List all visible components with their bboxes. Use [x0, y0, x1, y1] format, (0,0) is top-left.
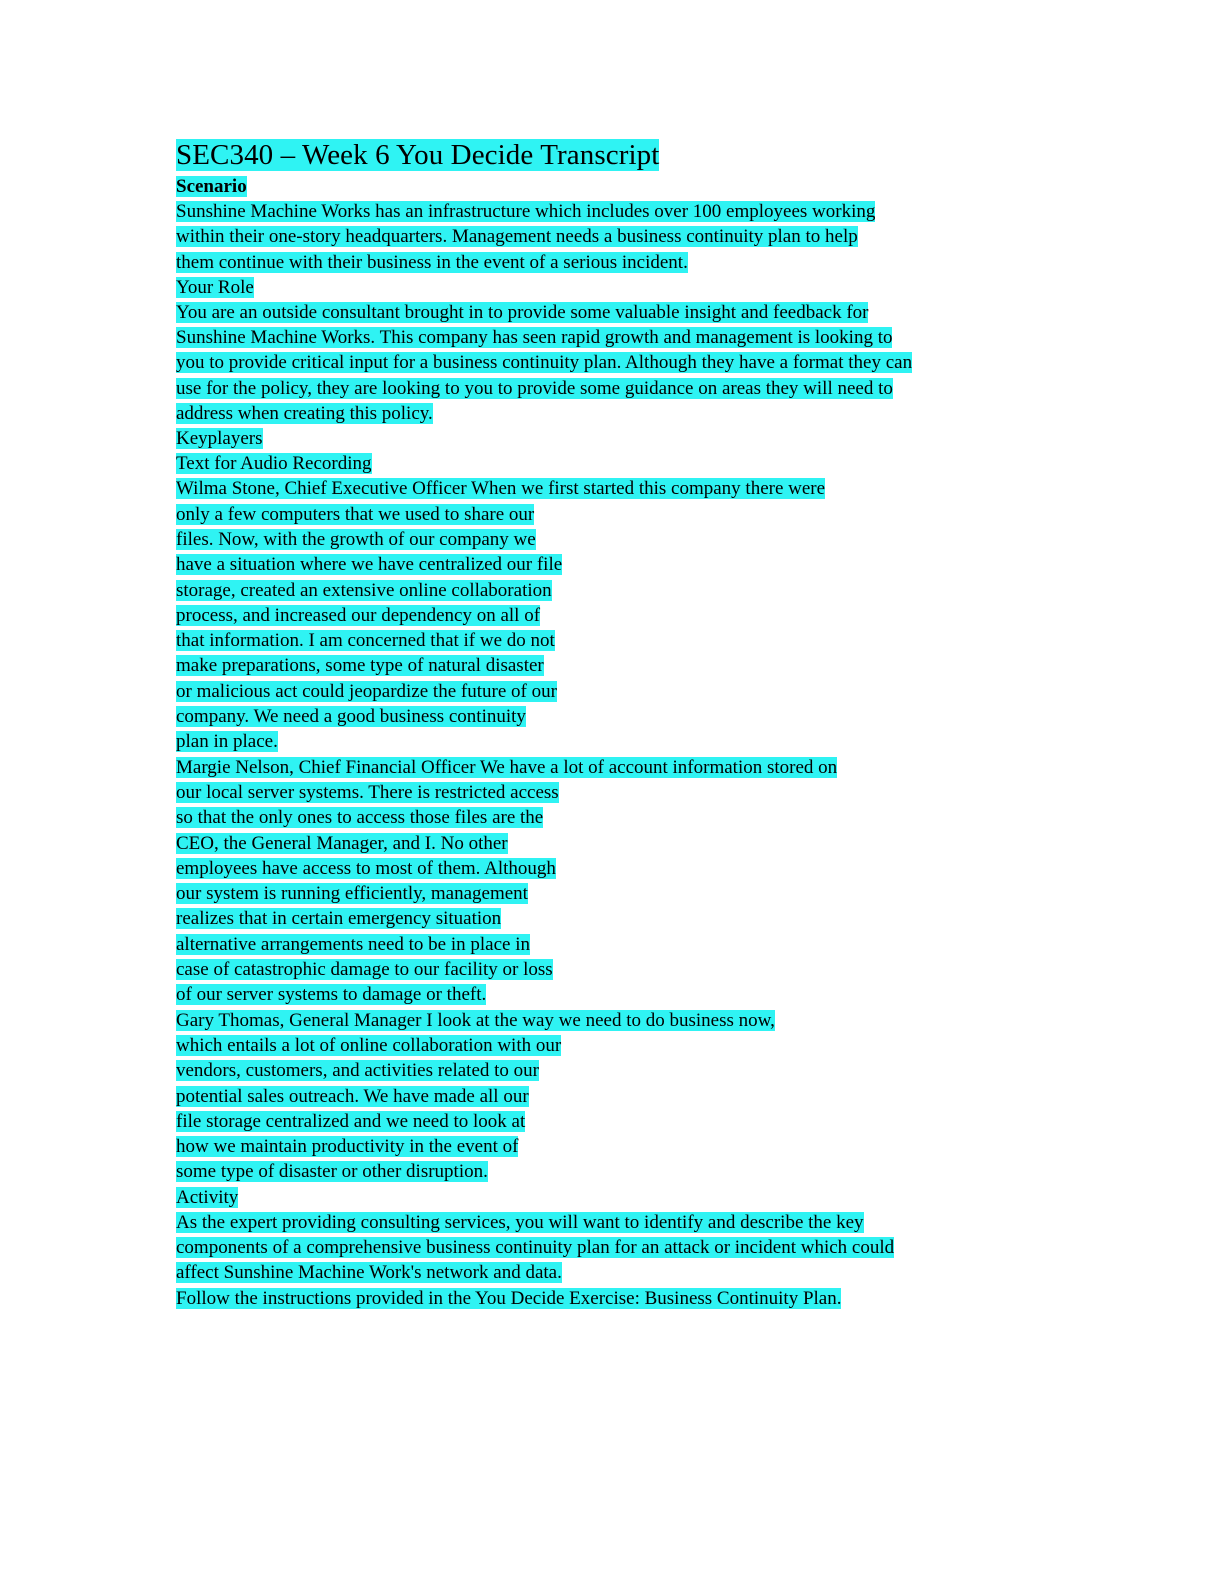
margie-line-4: CEO, the General Manager, and I. No other [176, 832, 508, 854]
page-title [176, 138, 1036, 172]
wilma-line-7: that information. I am concerned that if we do not [176, 630, 555, 652]
gary-line-3: vendors, customers, and activities related to our [176, 1060, 540, 1082]
paragraph-activity [176, 1210, 1036, 1311]
heading-keyplayers-text: Keyplayers [176, 428, 263, 450]
gary-line-4: potential sales outreach. We have made all our [176, 1085, 529, 1107]
heading-activity-text: Activity [176, 1186, 239, 1208]
activity-line-1: As the expert providing consulting services, you will want to identify and describe the key [176, 1211, 864, 1233]
wilma-line-6: process, and increased our dependency on all of [176, 604, 541, 626]
speaker-block-margie-nelson [176, 755, 1036, 1008]
wilma-line-10: company. We need a good business continuity [176, 706, 526, 728]
wilma-line-5: storage, created an extensive online collaboration [176, 579, 552, 601]
margie-line-6: our system is running efficiently, management [176, 883, 528, 905]
your-role-line-3: you to provide critical input for a business continuity plan. Although they have a format they can [176, 352, 913, 374]
speaker-block-gary-thomas [176, 1008, 1036, 1185]
wilma-line-3: files. Now, with the growth of our company we [176, 528, 536, 550]
margie-line-7: realizes that in certain emergency situation [176, 908, 502, 930]
scenario-line-3: them continue with their business in the event of a serious incident. [176, 251, 688, 273]
wilma-line-1: Wilma Stone, Chief Executive Officer When we first started this company there were [176, 478, 826, 500]
document-body [176, 138, 1036, 1311]
margie-line-3: so that the only ones to access those files are the [176, 807, 544, 829]
gary-line-2: which entails a lot of online collaboration with our [176, 1034, 562, 1056]
heading-audio-text: Text for Audio Recording [176, 453, 372, 475]
heading-activity [176, 1185, 1036, 1210]
your-role-line-5: address when creating this policy. [176, 403, 433, 425]
margie-line-2: our local server systems. There is restricted access [176, 781, 559, 803]
your-role-line-1: You are an outside consultant brought in to provide some valuable insight and feedback for [176, 301, 869, 323]
margie-line-8: alternative arrangements need to be in place in [176, 933, 530, 955]
wilma-line-2: only a few computers that we used to share our [176, 503, 535, 525]
activity-line-3: affect Sunshine Machine Work's network and data. [176, 1262, 562, 1284]
page-title-text: SEC340 – Week 6 You Decide Transcript [176, 139, 660, 171]
heading-text-for-audio-recording [176, 451, 1036, 476]
activity-line-4: Follow the instructions provided in the You Decide Exercise: Business Continuity Plan. [176, 1287, 842, 1309]
paragraph-your-role [176, 300, 1036, 426]
margie-line-10: of our server systems to damage or theft. [176, 984, 487, 1006]
heading-your-role [176, 275, 1036, 300]
wilma-line-4: have a situation where we have centralized our file [176, 554, 563, 576]
heading-keyplayers [176, 426, 1036, 451]
gary-line-6: how we maintain productivity in the event of [176, 1136, 519, 1158]
paragraph-scenario [176, 199, 1036, 275]
scenario-line-1: Sunshine Machine Works has an infrastructure which includes over 100 employees working [176, 201, 876, 222]
wilma-line-8: make preparations, some type of natural disaster [176, 655, 544, 677]
scenario-line-2: within their one-story headquarters. Management needs a business continuity plan to help [176, 226, 858, 248]
your-role-line-2: Sunshine Machine Works. This company has seen rapid growth and management is looking to [176, 327, 893, 349]
heading-scenario [176, 174, 1036, 199]
your-role-line-4: use for the policy, they are looking to you to provide some guidance on areas they will need to [176, 377, 893, 399]
heading-your-role-text: Your Role [176, 276, 254, 298]
heading-scenario-text: Scenario [176, 176, 247, 197]
gary-line-7: some type of disaster or other disruption. [176, 1161, 488, 1183]
margie-line-9: case of catastrophic damage to our facility or loss [176, 959, 553, 981]
activity-line-2: components of a comprehensive business continuity plan for an attack or incident which could [176, 1236, 895, 1258]
speaker-block-wilma-stone [176, 476, 1036, 754]
wilma-line-9: or malicious act could jeopardize the future of our [176, 680, 557, 702]
margie-line-1: Margie Nelson, Chief Financial Officer We have a lot of account information stored on [176, 756, 838, 778]
gary-line-1: Gary Thomas, General Manager I look at the way we need to do business now, [176, 1009, 775, 1031]
margie-line-5: employees have access to most of them. Although [176, 857, 556, 879]
gary-line-5: file storage centralized and we need to look at [176, 1110, 526, 1132]
wilma-line-11: plan in place. [176, 731, 278, 753]
